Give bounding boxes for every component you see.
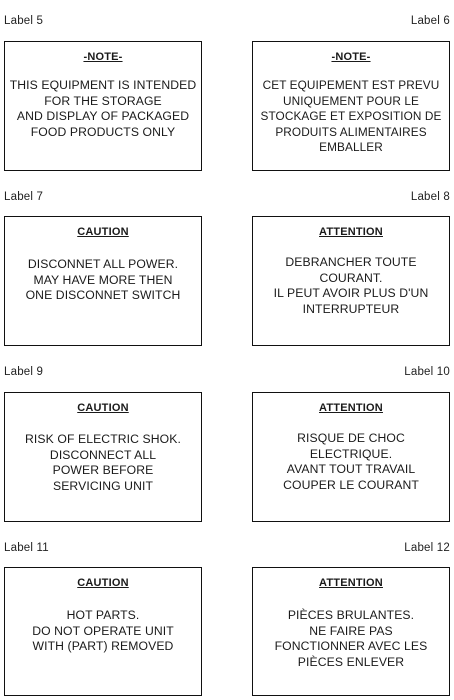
- label-6-body: CET EQUIPEMENT EST PREVU UNIQUEMENT POUR LE STOCKAGE ET EXPOSITION DE PRODUITS ALIMENTAIRES EMBALLER: [260, 78, 442, 154]
- label-9-caption: Label 9: [4, 366, 44, 378]
- label-10-caption: Label 10: [404, 366, 450, 378]
- label-11-caption: Label 11: [4, 542, 49, 554]
- label-7-body: DISCONNET ALL POWER. MAY HAVE MORE THEN ONE DISCONNET SWITCH: [25, 257, 181, 302]
- label-6-heading: -NOTE-: [331, 51, 371, 63]
- label-12-caption: Label 12: [404, 542, 450, 554]
- label-11-heading: CAUTION: [77, 577, 129, 589]
- label-12-box: [252, 567, 450, 696]
- label-5-caption: Label 5: [4, 15, 44, 27]
- label-12-body: PIÈCES BRULANTES. NE FAIRE PAS FONCTIONNER AVEC LES PIÈCES ENLEVER: [274, 608, 428, 669]
- label-9-body: RISK OF ELECTRIC SHOK. DISCONNECT ALL POWER BEFORE SERVICING UNIT: [25, 432, 181, 493]
- label-8-box: [252, 216, 450, 346]
- label-12-heading: ATTENTION: [319, 577, 383, 589]
- label-6-caption: Label 6: [410, 15, 450, 27]
- label-8-body: DEBRANCHER TOUTE COURANT. IL PEUT AVOIR PLUS D'UN INTERRUPTEUR: [273, 255, 429, 316]
- label-9-box: [4, 392, 202, 522]
- label-5-heading: -NOTE-: [83, 51, 123, 63]
- label-8-heading: ATTENTION: [319, 226, 383, 238]
- label-7-heading: CAUTION: [77, 226, 129, 238]
- label-11-box: [4, 567, 202, 696]
- label-10-heading: ATTENTION: [319, 402, 383, 414]
- label-7-caption: Label 7: [4, 191, 44, 203]
- label-9-heading: CAUTION: [77, 402, 129, 414]
- label-11-body: HOT PARTS. DO NOT OPERATE UNIT WITH (PART) REMOVED: [32, 608, 174, 653]
- label-10-box: [252, 392, 450, 522]
- label-5-box: [4, 41, 202, 171]
- label-7-box: [4, 216, 202, 346]
- label-8-caption: Label 8: [410, 191, 450, 203]
- label-5-body: THIS EQUIPMENT IS INTENDED FOR THE STORAGE AND DISPLAY OF PACKAGED FOOD PRODUCTS ONLY: [9, 78, 197, 139]
- label-6-box: [252, 41, 450, 171]
- label-10-body: RISQUE DE CHOC ELECTRIQUE. AVANT TOUT TRAVAIL COUPER LE COURANT: [283, 431, 419, 492]
